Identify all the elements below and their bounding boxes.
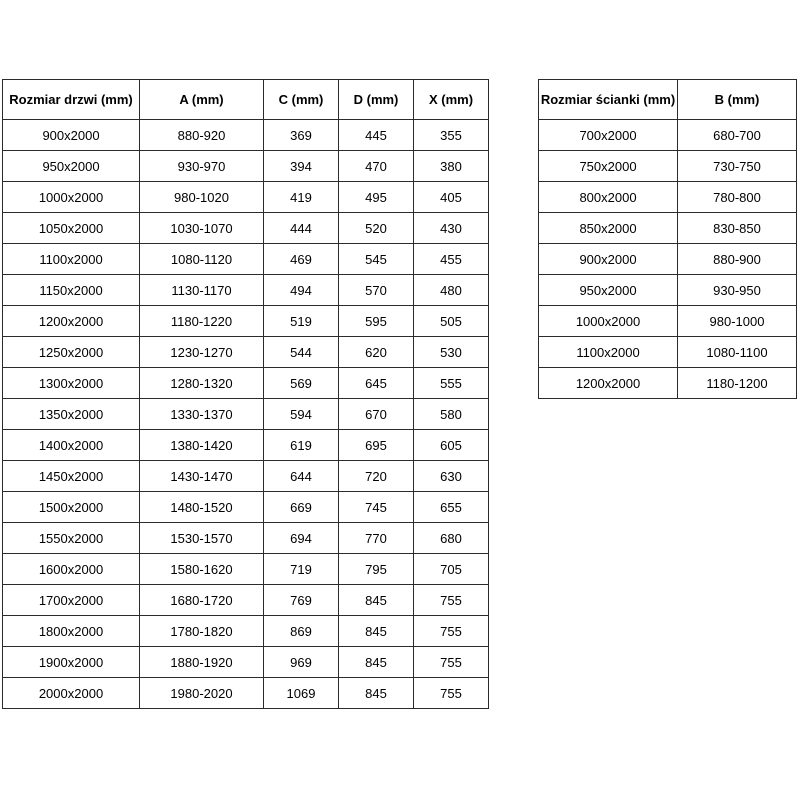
door-sizes-table — [2, 79, 489, 709]
table-cell: 1280-1320 — [140, 368, 264, 399]
table-cell: 520 — [339, 213, 414, 244]
table-cell: 580 — [414, 399, 489, 430]
table-cell: 1230-1270 — [140, 337, 264, 368]
table-cell: 969 — [264, 647, 339, 678]
table-cell: 619 — [264, 430, 339, 461]
table-cell: 480 — [414, 275, 489, 306]
table-row — [3, 647, 489, 678]
table-cell: 594 — [264, 399, 339, 430]
table-cell: 470 — [339, 151, 414, 182]
table-cell: 1150x2000 — [3, 275, 140, 306]
wall-sizes-table — [538, 79, 797, 399]
table-cell: 670 — [339, 399, 414, 430]
table-cell: 755 — [414, 585, 489, 616]
column-header: A (mm) — [140, 80, 264, 120]
table-cell: 730-750 — [678, 151, 797, 182]
table-cell: 1480-1520 — [140, 492, 264, 523]
table-cell: 900x2000 — [3, 120, 140, 151]
table-cell: 700x2000 — [539, 120, 678, 151]
table-cell: 850x2000 — [539, 213, 678, 244]
table-cell: 1880-1920 — [140, 647, 264, 678]
table-row — [539, 306, 797, 337]
table-row — [539, 275, 797, 306]
table-cell: 369 — [264, 120, 339, 151]
table-cell: 845 — [339, 616, 414, 647]
table-row — [3, 492, 489, 523]
table-row — [539, 337, 797, 368]
table-cell: 1050x2000 — [3, 213, 140, 244]
table-row — [539, 120, 797, 151]
table-cell: 680-700 — [678, 120, 797, 151]
table-row — [539, 244, 797, 275]
table-row — [539, 151, 797, 182]
table-cell: 869 — [264, 616, 339, 647]
table-row — [3, 306, 489, 337]
table-cell: 1400x2000 — [3, 430, 140, 461]
table-cell: 605 — [414, 430, 489, 461]
table-cell: 755 — [414, 647, 489, 678]
table-cell: 655 — [414, 492, 489, 523]
table-cell: 419 — [264, 182, 339, 213]
table-cell: 355 — [414, 120, 489, 151]
table-row — [3, 337, 489, 368]
table-row — [3, 182, 489, 213]
table-row — [3, 151, 489, 182]
table-cell: 770 — [339, 523, 414, 554]
table-cell: 569 — [264, 368, 339, 399]
table-cell: 519 — [264, 306, 339, 337]
table-cell: 1200x2000 — [3, 306, 140, 337]
table-cell: 694 — [264, 523, 339, 554]
table-cell: 720 — [339, 461, 414, 492]
table-cell: 430 — [414, 213, 489, 244]
table-cell: 950x2000 — [3, 151, 140, 182]
table-cell: 1180-1220 — [140, 306, 264, 337]
table-cell: 980-1020 — [140, 182, 264, 213]
table-cell: 1980-2020 — [140, 678, 264, 709]
table-row — [3, 213, 489, 244]
table-cell: 1450x2000 — [3, 461, 140, 492]
table-cell: 830-850 — [678, 213, 797, 244]
table-cell: 795 — [339, 554, 414, 585]
table-cell: 1600x2000 — [3, 554, 140, 585]
table-cell: 1530-1570 — [140, 523, 264, 554]
table-cell: 644 — [264, 461, 339, 492]
table-row — [3, 430, 489, 461]
table-cell: 495 — [339, 182, 414, 213]
table-cell: 405 — [414, 182, 489, 213]
table-cell: 1130-1170 — [140, 275, 264, 306]
table-cell: 1580-1620 — [140, 554, 264, 585]
table-row — [539, 182, 797, 213]
table-cell: 1780-1820 — [140, 616, 264, 647]
table-cell: 1000x2000 — [539, 306, 678, 337]
column-header: Rozmiar ścianki (mm) — [539, 80, 678, 120]
table-cell: 1430-1470 — [140, 461, 264, 492]
table-row — [3, 461, 489, 492]
table-cell: 1100x2000 — [539, 337, 678, 368]
table-row — [3, 616, 489, 647]
header-row — [539, 80, 797, 120]
table-cell: 930-950 — [678, 275, 797, 306]
table-cell: 680 — [414, 523, 489, 554]
table-cell: 505 — [414, 306, 489, 337]
table-cell: 769 — [264, 585, 339, 616]
table-cell: 1550x2000 — [3, 523, 140, 554]
column-header: D (mm) — [339, 80, 414, 120]
table-row — [3, 554, 489, 585]
table-row — [3, 120, 489, 151]
table-cell: 780-800 — [678, 182, 797, 213]
table-row — [3, 585, 489, 616]
table-cell: 1200x2000 — [539, 368, 678, 399]
table-cell: 380 — [414, 151, 489, 182]
table-cell: 800x2000 — [539, 182, 678, 213]
header-row — [3, 80, 489, 120]
table-cell: 745 — [339, 492, 414, 523]
table-cell: 1350x2000 — [3, 399, 140, 430]
table-cell: 394 — [264, 151, 339, 182]
table-cell: 669 — [264, 492, 339, 523]
table-cell: 1700x2000 — [3, 585, 140, 616]
column-header: C (mm) — [264, 80, 339, 120]
table-cell: 950x2000 — [539, 275, 678, 306]
table-cell: 1180-1200 — [678, 368, 797, 399]
table-cell: 630 — [414, 461, 489, 492]
table-cell: 845 — [339, 678, 414, 709]
table-cell: 1069 — [264, 678, 339, 709]
table-cell: 555 — [414, 368, 489, 399]
table-cell: 1380-1420 — [140, 430, 264, 461]
table-row — [3, 244, 489, 275]
table-cell: 930-970 — [140, 151, 264, 182]
table-cell: 530 — [414, 337, 489, 368]
table-cell: 845 — [339, 647, 414, 678]
table-cell: 1300x2000 — [3, 368, 140, 399]
table-cell: 544 — [264, 337, 339, 368]
table-cell: 1330-1370 — [140, 399, 264, 430]
table-cell: 1030-1070 — [140, 213, 264, 244]
table-cell: 1500x2000 — [3, 492, 140, 523]
column-header: X (mm) — [414, 80, 489, 120]
table-cell: 469 — [264, 244, 339, 275]
table-row — [3, 399, 489, 430]
table-cell: 980-1000 — [678, 306, 797, 337]
table-cell: 1250x2000 — [3, 337, 140, 368]
column-header: Rozmiar drzwi (mm) — [3, 80, 140, 120]
table-row — [539, 213, 797, 244]
table-cell: 755 — [414, 678, 489, 709]
table-cell: 494 — [264, 275, 339, 306]
table-cell: 900x2000 — [539, 244, 678, 275]
table-cell: 750x2000 — [539, 151, 678, 182]
table-cell: 545 — [339, 244, 414, 275]
table-cell: 2000x2000 — [3, 678, 140, 709]
table-cell: 1900x2000 — [3, 647, 140, 678]
table-cell: 695 — [339, 430, 414, 461]
table-cell: 1680-1720 — [140, 585, 264, 616]
table-cell: 755 — [414, 616, 489, 647]
table-cell: 595 — [339, 306, 414, 337]
table-row — [3, 368, 489, 399]
table-cell: 1100x2000 — [3, 244, 140, 275]
table-row — [3, 523, 489, 554]
table-cell: 880-920 — [140, 120, 264, 151]
table-cell: 645 — [339, 368, 414, 399]
table-cell: 880-900 — [678, 244, 797, 275]
table-cell: 445 — [339, 120, 414, 151]
table-cell: 1800x2000 — [3, 616, 140, 647]
table-cell: 455 — [414, 244, 489, 275]
table-cell: 845 — [339, 585, 414, 616]
column-header: B (mm) — [678, 80, 797, 120]
table-cell: 444 — [264, 213, 339, 244]
table-row — [539, 368, 797, 399]
table-cell: 620 — [339, 337, 414, 368]
table-cell: 705 — [414, 554, 489, 585]
table-cell: 1000x2000 — [3, 182, 140, 213]
table-cell: 719 — [264, 554, 339, 585]
table-cell: 1080-1120 — [140, 244, 264, 275]
table-row — [3, 678, 489, 709]
table-row — [3, 275, 489, 306]
table-cell: 570 — [339, 275, 414, 306]
table-cell: 1080-1100 — [678, 337, 797, 368]
